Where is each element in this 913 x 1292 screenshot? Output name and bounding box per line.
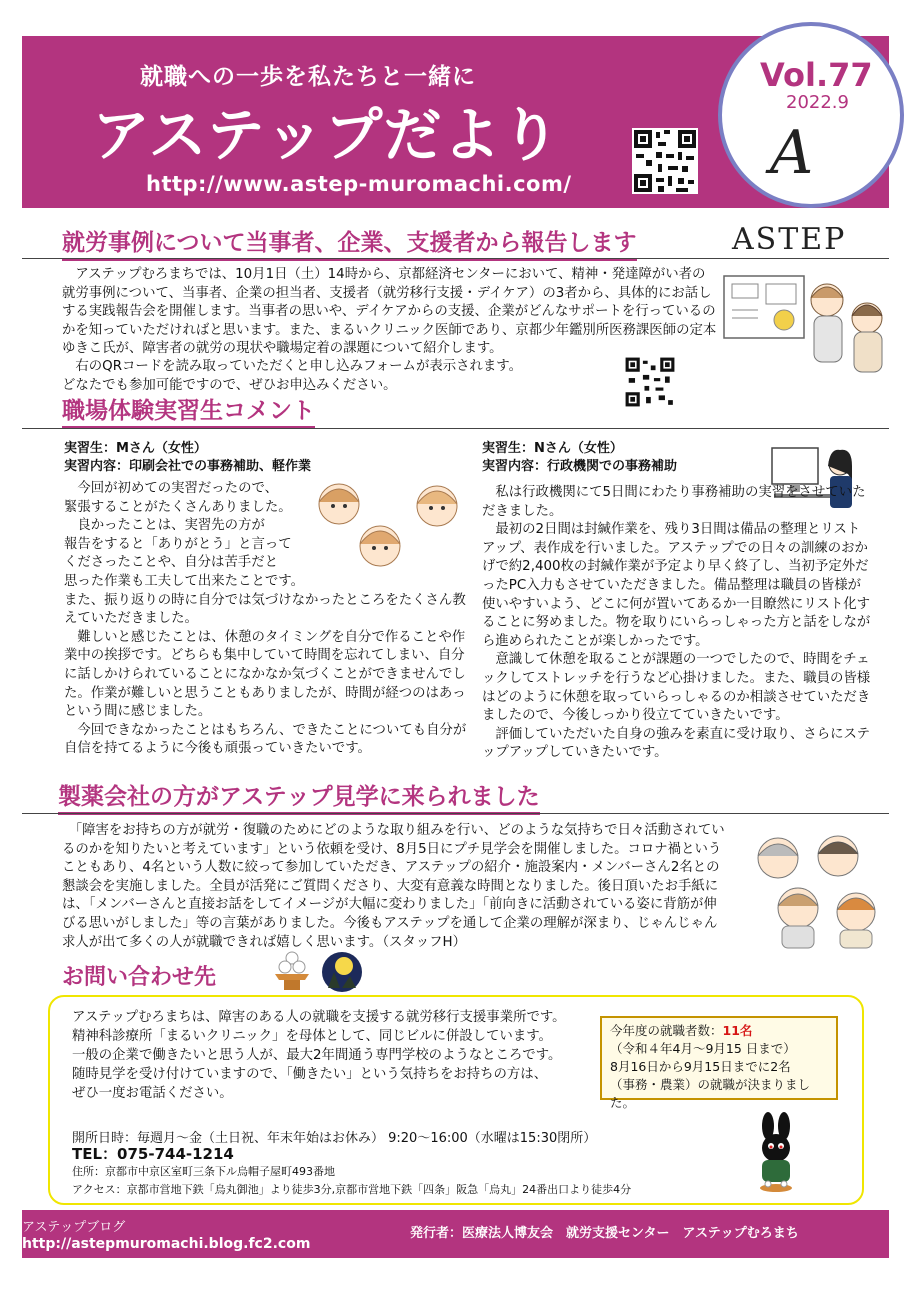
- stats-label: 今年度の就職者数：: [610, 1023, 723, 1038]
- phone-number[interactable]: TEL：075-744-1214: [72, 1145, 234, 1163]
- divider: [22, 813, 889, 814]
- trainee-n-header: [482, 440, 677, 476]
- stats-period: （令和４年4月～9月15 日まで）: [610, 1041, 796, 1056]
- website-link[interactable]: http://www.astep-muromachi.com/: [146, 172, 572, 196]
- opening-hours: 開所日時：毎週月～金（土日祝、年末年始はお休み） 9:20～16:00（水曜は15:30閉所）: [72, 1131, 597, 1146]
- trainee-n-content: 実習内容：行政機関での事務補助: [482, 459, 678, 474]
- stats-line: [610, 1022, 828, 1040]
- trainee-m-name: 実習生：Mさん（女性）: [64, 441, 207, 456]
- report-paragraph: アステップむろまちでは、10月1日（土）14時から、京都経済センターにおいて、精神・発達障がい者の就労事例について、当事者、企業の担当者、支援者（就労移行支援・デイケア）の3者から、具体的にお話しする実践報告会を開催します。当事者の思いや、デイケアからの支援、企業がどんなサポートを行っているのかを知っていただければと思います。また、まるいクリニック医師であり、京都少年鑑別所医務課医師の定本ゆきこ氏が、障害者の就労の現状や職場定着の課題について紹介します。: [62, 267, 717, 357]
- blog-link[interactable]: http://astepmuromachi.blog.fc2.com: [22, 1236, 311, 1252]
- qr-code-icon: [632, 128, 698, 194]
- section-heading-report: 就労事例について当事者、企業、支援者から報告します: [62, 224, 637, 261]
- issue-date: 2022.9: [786, 92, 849, 113]
- trainee-m-header: [64, 440, 311, 476]
- contact-description: アステップむろまちは、障害のある人の就職を支援する就労移行支援事業所です。 精神科診療所「まるいクリニック」を母体として、同じビルに併設しています。 一般の企業で働きたいと思う人が、最大2年間通う専門学校のようなところです。 随時見学を受け付けていますので、「働きたい」という気持ちをお持ちの方は、 ぜひ一度お電話ください。: [72, 1010, 566, 1101]
- volume-number: Vol.77: [760, 56, 873, 94]
- visitors-illustration: [738, 826, 888, 950]
- address: 住所：京都市中京区室町三条下ル烏帽子屋町493番地: [72, 1165, 335, 1178]
- section-heading-trainee-comments: 職場体験実習生コメント: [62, 392, 315, 429]
- trainee-n-name: 実習生：Nさん（女性）: [482, 441, 623, 456]
- divider: [22, 258, 889, 259]
- presentation-illustration: [722, 270, 892, 380]
- astep-logo-mark: A: [770, 118, 814, 188]
- tsukimi-dango-icon: [272, 950, 312, 992]
- blog-label: アステップブログ: [22, 1220, 126, 1235]
- trainee-m-content: 実習内容：印刷会社での事務補助、軽作業: [64, 459, 312, 474]
- moon-night-icon: [320, 950, 364, 992]
- trainee-n-comment: 私は行政機関にて5日間にわたり事務補助の実習をさせていただきました。 最初の2日間は封緘作業を、残り3日間は備品の整理とリストアップ、表作成を行いました。アステップでの日々の訓練のおかげで約2,400枚の封緘作業が予定より早く終了し、当初予定外だったPC入力もさせていただきました。備品整理は職員の皆様が使いやすいよう、どこに何が置いてあるか一目瞭然にリスト化することに努めました。物を取りにいらっしゃった方と話をしながら進められたことが楽しかったです。 意識して休憩を取ることが課題の一つでしたので、時間をチェックしてストレッチを行うなど心掛けました。また、職員の皆様はどのように休憩を取っていらっしゃるのか相談させていただきましたので、今後しっかり役立てていきたいです。 評価していただいた自身の強みを素直に受け取り、さらにステップアップしていきたいです。: [482, 485, 871, 761]
- newsletter-title: アステップだより: [92, 101, 561, 169]
- access-directions: アクセス：京都市営地下鉄「烏丸御池」より徒歩3分,京都市営地下鉄「四条」阪急「烏丸」24番出口より徒歩4分: [72, 1183, 632, 1196]
- trainee-m-comment: 今回が初めての実習だったので、 緊張することがたくさんありました。 良かったことは、実習先の方が 報告をすると「ありがとう」と言って くださったことや、自分は苦手だと 思った作業も工夫して出来たことです。 また、振り返りの時に自分では気づけなかったところをたくさん教えていただきました。 難しいと感じたことは、休憩のタイミングを自分で作ることや作業中の挨拶です。どちらも集中していて時間を忘れてしまい、自分に話しかけられていることになかなか気づくことができませんでした。作業が難しいと思うこともありましたが、時間が経つのはあっという間に感じました。 今回できなかったことはもちろん、できたことについても自分が自信を持てるように今後も頑張っていきたいです。: [64, 481, 467, 757]
- pharma-visit-paragraph: 「障害をお持ちの方が就労・復職のためにどのような取り組みを行い、どのような気持ちで日々活動されているのかを知りたいと考えています」という依頼を受け、8月5日にプチ見学会を開催しました。コロナ禍ということもあり、4名という人数に絞って参加していただき、アステップの紹介・施設案内・メンバーさん2名との懇談会を実施しました。全員が活発にご質問くださり、大変有意義な時間となりました。後日頂いたお手紙には、「メンバーさんと直接お話をしてイメージが大幅に変わりました」「前向きに活動されている姿に背筋が伸びる思いがしました」等の言葉がありました。今後もアステップを通して企業の理解が深まり、じゃんじゃん求人が出て多くの人が就職できれば嬉しく思います。（スタッフH）: [62, 823, 725, 950]
- divider: [22, 428, 889, 429]
- astep-logo: ASTEP: [732, 222, 847, 257]
- tagline: 就職への一歩を私たちと一緒に: [140, 64, 476, 90]
- report-signup-note: 右のQRコードを読み取っていただくと申し込みフォームが表示されます。 どなたでも参加可能ですので、ぜひお申込みください。: [62, 359, 522, 393]
- stats-note: 8月16日から9月15日までに2名 （事務・農業）の就職が決まりました。: [610, 1059, 811, 1110]
- qr-code-icon: [624, 356, 676, 408]
- children-illustration: [305, 474, 475, 582]
- section-heading-pharma-visit: 製薬会社の方がアステップ見学に来られました: [58, 778, 540, 815]
- section-heading-contact: お問い合わせ先: [62, 965, 217, 990]
- rabbit-mascot-icon: [748, 1112, 804, 1194]
- stats-value: 11名: [722, 1023, 753, 1038]
- publisher: 発行者：医療法人博友会 就労支援センター アステップむろまち: [410, 1226, 799, 1241]
- employment-stats-box: [600, 1016, 838, 1110]
